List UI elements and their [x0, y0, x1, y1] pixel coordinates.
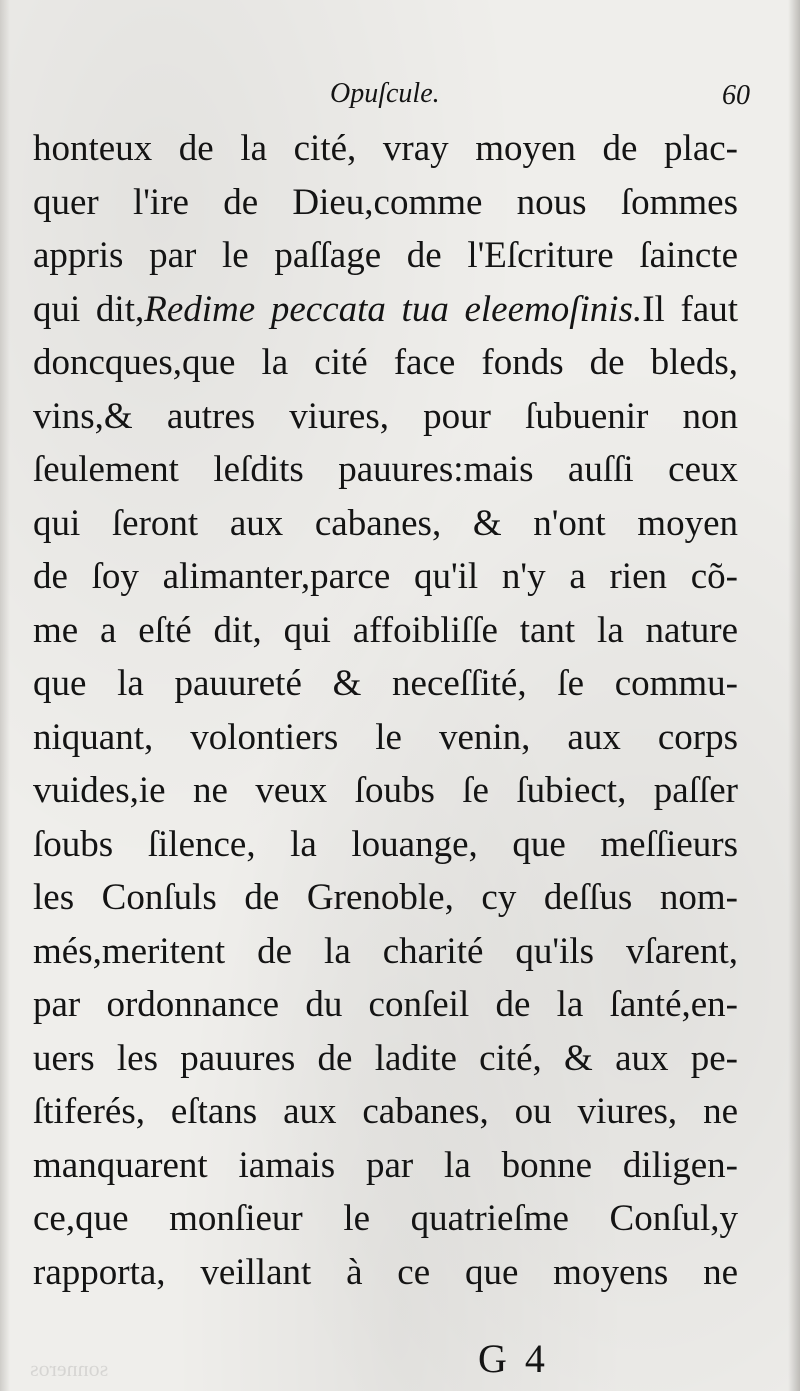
text-line-end: Il faut [642, 288, 738, 330]
text-line: de ſoy alimanter,parce qu'il n'y a rien cõ- [33, 556, 738, 597]
text-line: me a eſté dit, qui affoibliſſe tant la nature [33, 609, 738, 651]
text-line: manquarent iamais par la bonne diligen- [33, 1144, 738, 1186]
signature-mark: G 4 [478, 1336, 549, 1381]
text-line: par ordonnance du conſeil de la ſanté,en- [33, 984, 738, 1025]
text-line: que la pauureté & neceſſité, ſe commu- [33, 663, 738, 704]
text-line: ce,que monſieur le quatrieſme Conſul,y [33, 1198, 738, 1239]
text-line: ſeulement leſdits pauures:mais auſſi ceux [33, 449, 738, 490]
text-line: quer l'ire de Dieu,comme nous ſommes [33, 181, 738, 223]
text-line-start: qui dit, [33, 288, 145, 330]
text-line: honteux de la cité, vray moyen de plac- [33, 128, 738, 169]
page-number: 60 [722, 80, 750, 111]
text-line: appris par le paſſage de l'Eſcriture ſaincte [33, 235, 738, 276]
body-text [33, 122, 738, 1299]
page-edge-shadow [788, 0, 800, 1391]
text-line: doncques,que la cité face fonds de bleds, [33, 342, 738, 383]
text-line: vins,& autres viures, pour ſubuenir non [33, 395, 738, 437]
text-line: qui ſeront aux cabanes, & n'ont moyen [33, 502, 738, 544]
text-line: ſtiferés, eſtans aux cabanes, ou viures, ne [33, 1091, 738, 1132]
text-line: rapporta, veillant à ce que moyens ne [33, 1251, 738, 1293]
text-line: niquant, volontiers le venin, aux corps [33, 716, 738, 758]
text-line: ſoubs ſilence, la louange, que meſſieurs [33, 823, 738, 865]
text-line: vuides,ie ne veux ſoubs ſe ſubiect, paſſer [33, 770, 738, 811]
page-gutter-shadow [0, 0, 10, 1391]
text-line: més,meritent de la charité qu'ils vſarent, [33, 930, 738, 972]
text-line: les Conſuls de Grenoble, cy deſſus nom- [33, 877, 738, 918]
text-line: uers les pauures de ladite cité, & aux pe- [33, 1037, 738, 1079]
bleed-through-text: sonneros [30, 1356, 109, 1381]
running-head: Opuſcule. [330, 78, 440, 109]
latin-citation: Redime peccata tua eleemoſinis. [144, 288, 643, 330]
text-line-with-citation [33, 283, 738, 337]
